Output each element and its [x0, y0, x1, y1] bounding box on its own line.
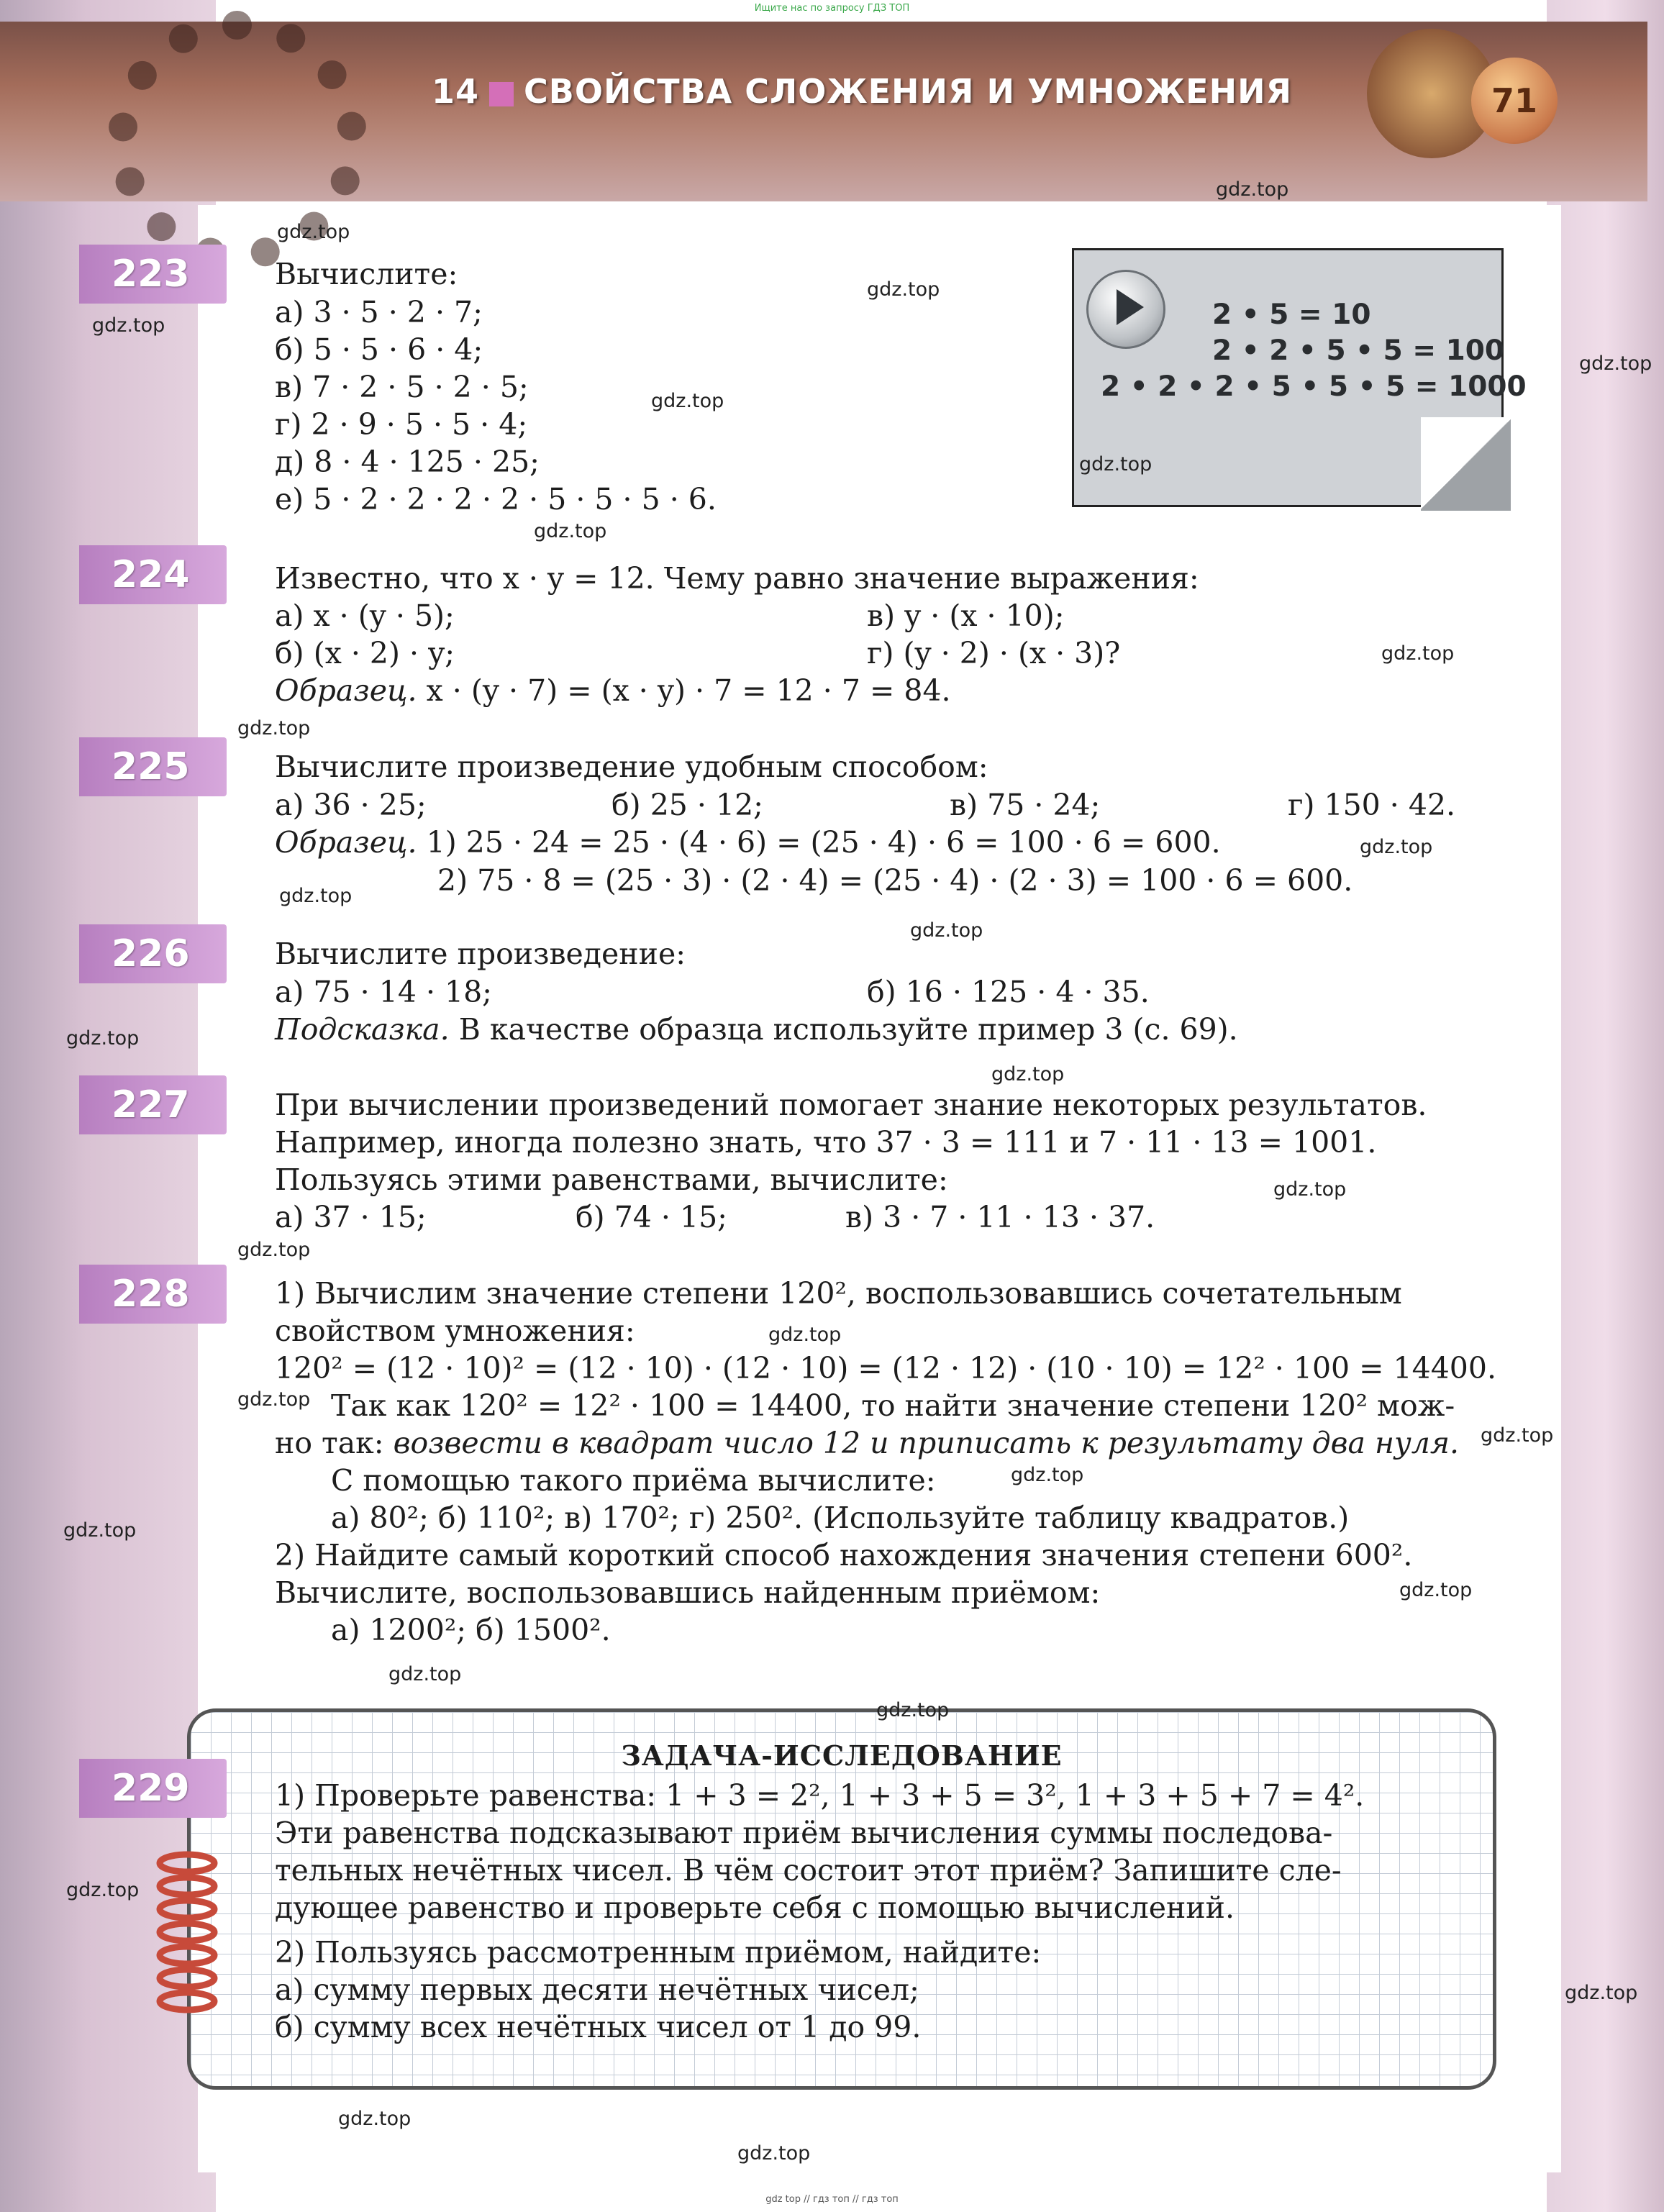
- task-225-sample-2: 2) 75 · 8 = (25 · 3) · (2 · 4) = (25 · 4) · (2 · 3) = 100 · 6 = 600.: [437, 863, 1353, 898]
- watermark[interactable]: gdz.top: [1481, 1424, 1554, 1447]
- task-226-b: б) 16 · 125 · 4 · 35.: [867, 975, 1150, 1009]
- page-number: 71: [1471, 58, 1558, 144]
- task-229-line-4: дующее равенство и проверьте себя с помощью вычислений.: [275, 1890, 1235, 1925]
- watermark[interactable]: gdz.top: [92, 314, 165, 337]
- task-228-line-3: 120² = (12 · 10)² = (12 · 10) · (12 · 10) = (12 · 12) · (10 · 10) = 12² · 100 = 14400.: [275, 1351, 1496, 1385]
- task-225-a: а) 36 · 25;: [275, 788, 427, 822]
- task-224-a: а) x · (y · 5);: [275, 598, 455, 633]
- watermark[interactable]: gdz.top: [876, 1699, 950, 1721]
- task-228-line-7: а) 80²; б) 110²; в) 170²; г) 250². (Используйте таблицу квадратов.): [331, 1501, 1350, 1535]
- section-square-icon: [489, 82, 514, 106]
- section-number: 14: [432, 72, 480, 111]
- task-229-line-2: Эти равенства подсказывают приём вычисления суммы последова-: [275, 1816, 1333, 1850]
- note-line-1: 2 • 5 = 10: [1212, 299, 1371, 331]
- note-line-3: 2 • 2 • 2 • 5 • 5 • 5 = 1000: [1101, 370, 1527, 403]
- task-228-line-9: Вычислите, воспользовавшись найденным приёмом:: [275, 1575, 1101, 1610]
- task-225-intro: Вычислите произведение удобным способом:: [275, 750, 988, 784]
- research-task-title: ЗАДАЧА-ИССЛЕДОВАНИЕ: [621, 1739, 1063, 1772]
- task-229-line-7: б) сумму всех нечётных чисел от 1 до 99.: [275, 2010, 922, 2044]
- play-triangle-icon: [1117, 289, 1144, 325]
- watermark[interactable]: gdz.top: [1216, 178, 1289, 201]
- sample-label: Образец.: [275, 825, 417, 860]
- watermark[interactable]: gdz.top: [388, 1663, 462, 1685]
- task-228-line-1: 1) Вычислим значение степени 120², воспользовавшись сочетательным: [275, 1276, 1402, 1311]
- task-223-item-b: б) 5 · 5 · 6 · 4;: [275, 332, 483, 367]
- task-223-item-g: г) 2 · 9 · 5 · 5 · 4;: [275, 407, 528, 442]
- task-223-item-d: д) 8 · 4 · 125 · 25;: [275, 445, 540, 479]
- note-line-2: 2 • 2 • 5 • 5 = 100: [1212, 334, 1505, 367]
- watermark[interactable]: gdz.top: [1565, 1982, 1638, 2004]
- task-224-b: б) (x · 2) · y;: [275, 636, 455, 670]
- task-229-line-3: тельных нечётных чисел. В чём состоит этот приём? Запишите сле-: [275, 1853, 1342, 1888]
- task-226-intro: Вычислите произведение:: [275, 937, 686, 971]
- task-number-228: 228: [79, 1265, 227, 1324]
- watermark[interactable]: gdz.top: [1381, 642, 1455, 665]
- watermark[interactable]: gdz.top: [63, 1519, 137, 1542]
- watermark[interactable]: gdz.top: [338, 2108, 412, 2130]
- task-227-line-3: Пользуясь этими равенствами, вычислите:: [275, 1162, 948, 1197]
- task-228-line-4: Так как 120² = 12² · 100 = 14400, то найти значение степени 120² мож-: [331, 1388, 1455, 1423]
- watermark[interactable]: gdz.top: [651, 390, 724, 412]
- watermark[interactable]: gdz.top: [910, 919, 983, 942]
- task-223-intro: Вычислите:: [275, 257, 458, 291]
- section-title: [432, 72, 1292, 111]
- watermark[interactable]: gdz.top: [1360, 836, 1433, 858]
- watermark[interactable]: gdz.top: [991, 1063, 1065, 1085]
- watermark[interactable]: gdz.top: [534, 520, 607, 542]
- task-226-a: а) 75 · 14 · 18;: [275, 975, 492, 1009]
- spiral-binding-icon: [155, 1849, 219, 2029]
- task-224-g: г) (y · 2) · (x · 3)?: [867, 636, 1121, 670]
- task-227-b: б) 74 · 15;: [576, 1200, 727, 1234]
- sample-text: 1) 25 · 24 = 25 · (4 · 6) = (25 · 4) · 6 = 100 · 6 = 600.: [426, 825, 1221, 860]
- watermark[interactable]: gdz.top: [66, 1879, 140, 1901]
- watermark[interactable]: gdz.top: [237, 1388, 311, 1411]
- rule-italic: возвести в квадрат число 12 и приписать к результату два нуля.: [393, 1426, 1460, 1460]
- watermark[interactable]: gdz.top: [1011, 1464, 1084, 1486]
- watermark[interactable]: gdz.top: [1273, 1178, 1347, 1201]
- watermark[interactable]: gdz.top: [66, 1027, 140, 1050]
- task-223-item-v: в) 7 · 2 · 5 · 2 · 5;: [275, 370, 529, 404]
- task-228-line-6: С помощью такого приёма вычислите:: [331, 1463, 936, 1498]
- hint-label: Подсказка.: [275, 1012, 450, 1047]
- task-225-v: в) 75 · 24;: [950, 788, 1101, 822]
- bottom-link[interactable]: gdz top // гдз топ // гдз топ: [765, 2194, 899, 2205]
- watermark[interactable]: gdz.top: [279, 885, 353, 907]
- task-228-line-8: 2) Найдите самый короткий способ нахождения значения степени 600².: [275, 1538, 1413, 1572]
- task-number-226: 226: [79, 924, 227, 983]
- sample-text: x · (y · 7) = (x · y) · 7 = 12 · 7 = 84.: [426, 673, 951, 708]
- rule-intro: но так:: [275, 1426, 394, 1460]
- watermark[interactable]: gdz.top: [1399, 1579, 1473, 1601]
- task-229-line-5: 2) Пользуясь рассмотренным приёмом, найдите:: [275, 1935, 1042, 1970]
- task-228-line-5: [275, 1424, 1459, 1462]
- watermark[interactable]: gdz.top: [1579, 352, 1652, 375]
- task-224-v: в) y · (x · 10);: [867, 598, 1065, 633]
- task-225-g: г) 150 · 42.: [1288, 788, 1456, 822]
- watermark[interactable]: gdz.top: [237, 717, 311, 739]
- sample-label: Образец.: [275, 673, 417, 708]
- task-number-227: 227: [79, 1075, 227, 1134]
- watermark[interactable]: gdz.top: [1079, 453, 1152, 475]
- task-229-line-1: 1) Проверьте равенства: 1 + 3 = 2², 1 + 3 + 5 = 3², 1 + 3 + 5 + 7 = 4².: [275, 1778, 1365, 1813]
- section-title-text: СВОЙСТВА СЛОЖЕНИЯ И УМНОЖЕНИЯ: [524, 72, 1292, 111]
- watermark[interactable]: gdz.top: [737, 2142, 811, 2165]
- task-227-a: а) 37 · 15;: [275, 1200, 427, 1234]
- right-page-band: [1547, 0, 1664, 2212]
- task-225-b: б) 25 · 12;: [612, 788, 763, 822]
- note-curl-decoration: [1421, 417, 1511, 511]
- task-number-224: 224: [79, 545, 227, 604]
- task-227-line-2: Например, иногда полезно знать, что 37 · 3 = 111 и 7 · 11 · 13 = 1001.: [275, 1125, 1377, 1160]
- task-228-line-2: свойством умножения:: [275, 1314, 635, 1348]
- hint-text: В качестве образца используйте пример 3 (с. 69).: [458, 1012, 1238, 1047]
- watermark[interactable]: gdz.top: [768, 1324, 842, 1346]
- task-228-line-10: а) 1200²; б) 1500².: [331, 1613, 611, 1647]
- task-number-223: 223: [79, 245, 227, 304]
- watermark[interactable]: gdz.top: [277, 221, 350, 243]
- task-225-sample-1: [275, 824, 1221, 861]
- task-226-hint: [275, 1011, 1238, 1048]
- task-number-229: 229: [79, 1759, 227, 1818]
- watermark[interactable]: gdz.top: [867, 278, 940, 301]
- task-223-item-e: е) 5 · 2 · 2 · 2 · 2 · 5 · 5 · 5 · 6.: [275, 482, 717, 516]
- task-229-line-6: а) сумму первых десяти нечётных чисел;: [275, 1972, 919, 2007]
- task-223-item-a: а) 3 · 5 · 2 · 7;: [275, 295, 483, 329]
- task-224-sample: [275, 672, 951, 709]
- watermark[interactable]: gdz.top: [237, 1239, 311, 1261]
- task-227-v: в) 3 · 7 · 11 · 13 · 37.: [845, 1200, 1155, 1234]
- top-search-hint[interactable]: Ищите нас по запросу ГДЗ ТОП: [754, 3, 910, 14]
- task-224-intro: Известно, что x · y = 12. Чему равно значение выражения:: [275, 561, 1199, 596]
- task-number-225: 225: [79, 737, 227, 796]
- task-227-line-1: При вычислении произведений помогает знание некоторых результатов.: [275, 1088, 1427, 1122]
